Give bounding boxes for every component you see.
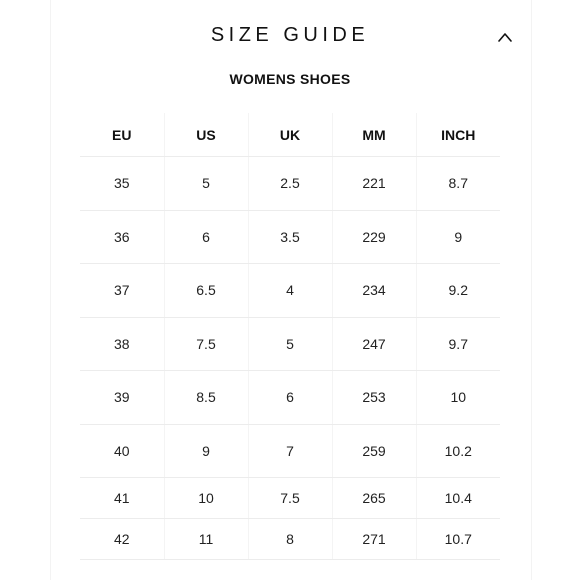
table-cell: 36: [80, 210, 164, 264]
page-title: SIZE GUIDE: [210, 24, 370, 46]
table-cell: 42: [80, 519, 164, 560]
table-cell: 10.7: [416, 519, 500, 560]
table-cell: 9.7: [416, 317, 500, 371]
table-header-row: [80, 113, 500, 157]
table-row: [80, 157, 500, 211]
table-cell: 8.7: [416, 157, 500, 211]
column-header-mm: MM: [332, 113, 416, 157]
table-cell: 253: [332, 371, 416, 425]
table-cell: 9.2: [416, 264, 500, 318]
table-cell: 5: [164, 157, 248, 211]
size-table: [80, 113, 500, 560]
table-cell: 10: [164, 478, 248, 519]
table-cell: 247: [332, 317, 416, 371]
column-header-us: US: [164, 113, 248, 157]
column-header-eu: EU: [80, 113, 164, 157]
table-cell: 10: [416, 371, 500, 425]
table-cell: 6.5: [164, 264, 248, 318]
table-cell: 7.5: [248, 478, 332, 519]
section-subtitle: WOMENS SHOES: [229, 71, 351, 87]
table-cell: 4: [248, 264, 332, 318]
table-cell: 11: [164, 519, 248, 560]
collapse-toggle-button[interactable]: [494, 26, 516, 48]
table-cell: 259: [332, 424, 416, 478]
table-cell: 229: [332, 210, 416, 264]
column-header-uk: UK: [248, 113, 332, 157]
chevron-up-icon: [494, 26, 516, 48]
table-cell: 9: [416, 210, 500, 264]
table-cell: 8: [248, 519, 332, 560]
table-cell: 6: [164, 210, 248, 264]
table-cell: 40: [80, 424, 164, 478]
table-cell: 5: [248, 317, 332, 371]
table-row: [80, 478, 500, 519]
table-row: [80, 317, 500, 371]
table-cell: 271: [332, 519, 416, 560]
table-cell: 37: [80, 264, 164, 318]
table-row: [80, 264, 500, 318]
table-cell: 7: [248, 424, 332, 478]
table-cell: 265: [332, 478, 416, 519]
table-cell: 7.5: [164, 317, 248, 371]
table-cell: 8.5: [164, 371, 248, 425]
column-header-inch: INCH: [416, 113, 500, 157]
table-cell: 234: [332, 264, 416, 318]
table-cell: 6: [248, 371, 332, 425]
table-cell: 2.5: [248, 157, 332, 211]
table-row: [80, 371, 500, 425]
table-row: [80, 210, 500, 264]
table-cell: 3.5: [248, 210, 332, 264]
table-cell: 10.4: [416, 478, 500, 519]
table-row: [80, 424, 500, 478]
table-cell: 9: [164, 424, 248, 478]
table-cell: 221: [332, 157, 416, 211]
table-row: [80, 519, 500, 560]
table-cell: 38: [80, 317, 164, 371]
table-cell: 10.2: [416, 424, 500, 478]
table-cell: 41: [80, 478, 164, 519]
table-cell: 39: [80, 371, 164, 425]
table-cell: 35: [80, 157, 164, 211]
